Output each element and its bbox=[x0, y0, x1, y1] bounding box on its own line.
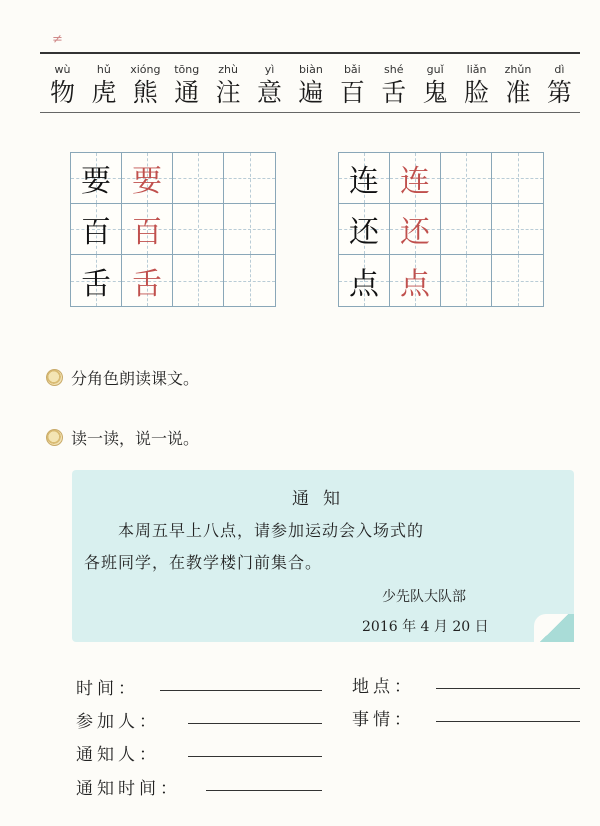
instruction-text: 分角色朗读课文。 bbox=[71, 369, 200, 388]
vocab-item bbox=[125, 62, 166, 108]
top-rule bbox=[40, 52, 580, 54]
notice-signer: 少先队大队部 bbox=[382, 589, 466, 605]
vocab-pinyin: dì bbox=[554, 63, 565, 76]
form-label-matter: 事情： bbox=[352, 710, 415, 730]
form-label-notify-time: 通知时间： bbox=[76, 779, 181, 799]
grid-cell-blank[interactable] bbox=[224, 153, 275, 204]
vocab-hanzi: 鬼 bbox=[422, 78, 448, 107]
vocab-item bbox=[456, 62, 497, 108]
notice-title: 通知 bbox=[292, 489, 354, 509]
grid-cell-model: 点 bbox=[390, 255, 441, 306]
vocab-pinyin: bǎi bbox=[343, 63, 361, 76]
grid-cell-print: 百 bbox=[71, 204, 122, 255]
grid-cell-blank[interactable] bbox=[492, 255, 543, 306]
grid-row bbox=[71, 153, 275, 204]
form-field-place[interactable] bbox=[436, 688, 580, 689]
vocab-hanzi: 通 bbox=[174, 78, 200, 107]
form-label-notifier: 通知人： bbox=[76, 745, 160, 765]
vocab-hanzi: 脸 bbox=[464, 78, 490, 107]
grid-cell-print: 连 bbox=[339, 153, 390, 204]
vocab-hanzi: 熊 bbox=[132, 78, 158, 107]
vocab-item bbox=[539, 62, 580, 108]
vocab-item bbox=[166, 62, 207, 108]
vocab-pinyin: liǎn bbox=[466, 63, 487, 76]
form-field-notifier[interactable] bbox=[188, 756, 322, 757]
grid-cell-model: 要 bbox=[122, 153, 173, 204]
vocab-hanzi: 第 bbox=[546, 78, 572, 107]
vocab-rule bbox=[40, 112, 580, 113]
vocab-item bbox=[42, 62, 83, 108]
grid-cell-blank[interactable] bbox=[441, 153, 492, 204]
form-label-time: 时间： bbox=[76, 679, 139, 699]
grid-cell-print: 舌 bbox=[71, 255, 122, 306]
vocab-item bbox=[497, 62, 538, 108]
vocab-hanzi: 虎 bbox=[91, 78, 117, 107]
vocab-hanzi: 遍 bbox=[298, 78, 324, 107]
grid-cell-blank[interactable] bbox=[492, 153, 543, 204]
vocab-item bbox=[332, 62, 373, 108]
vocab-pinyin: wù bbox=[54, 63, 71, 76]
vocab-hanzi: 意 bbox=[257, 78, 283, 107]
grid-row bbox=[339, 255, 543, 306]
vocab-pinyin: zhù bbox=[218, 63, 238, 76]
vocab-pinyin: yì bbox=[264, 63, 275, 76]
activity-bullet-icon bbox=[46, 369, 63, 386]
grid-cell-print: 要 bbox=[71, 153, 122, 204]
grid-cell-blank[interactable] bbox=[224, 255, 275, 306]
writing-grid-right bbox=[338, 152, 544, 307]
grid-cell-blank[interactable] bbox=[441, 255, 492, 306]
form-field-matter[interactable] bbox=[436, 721, 580, 722]
notice-body-line-1: 本周五早上八点，请参加运动会入场式的 bbox=[118, 521, 425, 540]
instruction-read-say bbox=[46, 426, 199, 449]
vocab-item bbox=[83, 62, 124, 108]
grid-cell-model: 还 bbox=[390, 204, 441, 255]
vocab-pinyin: tōng bbox=[174, 63, 200, 76]
vocab-item bbox=[373, 62, 414, 108]
form-label-participants: 参加人： bbox=[76, 712, 160, 732]
vocab-hanzi: 注 bbox=[215, 78, 241, 107]
instruction-read-roles bbox=[46, 366, 199, 389]
grid-row bbox=[339, 153, 543, 204]
grid-row bbox=[71, 255, 275, 306]
page-curl-icon bbox=[534, 614, 574, 642]
vocab-item bbox=[208, 62, 249, 108]
grid-cell-print: 点 bbox=[339, 255, 390, 306]
form-label-place: 地点： bbox=[352, 677, 415, 697]
grid-cell-blank[interactable] bbox=[492, 204, 543, 255]
vocab-hanzi: 准 bbox=[505, 78, 531, 107]
vocab-hanzi: 物 bbox=[49, 78, 75, 107]
vocab-hanzi: 百 bbox=[339, 78, 365, 107]
grid-cell-print: 还 bbox=[339, 204, 390, 255]
form-field-notify-time[interactable] bbox=[206, 790, 322, 791]
notice-card bbox=[72, 470, 574, 642]
vocab-pinyin: shé bbox=[384, 63, 404, 76]
form-field-participants[interactable] bbox=[188, 723, 322, 724]
grid-cell-model: 舌 bbox=[122, 255, 173, 306]
page-corner-mark: ≠ bbox=[52, 32, 63, 47]
grid-cell-model: 连 bbox=[390, 153, 441, 204]
activity-bullet-icon bbox=[46, 429, 63, 446]
vocab-pinyin: xióng bbox=[130, 63, 161, 76]
grid-cell-blank[interactable] bbox=[441, 204, 492, 255]
vocab-pinyin: hǔ bbox=[96, 63, 111, 76]
vocab-pinyin: biàn bbox=[299, 63, 323, 76]
vocabulary-row bbox=[42, 62, 580, 108]
writing-grid-left bbox=[70, 152, 276, 307]
grid-row bbox=[339, 204, 543, 255]
vocab-item bbox=[249, 62, 290, 108]
grid-cell-blank[interactable] bbox=[173, 255, 224, 306]
grid-cell-blank[interactable] bbox=[173, 204, 224, 255]
grid-cell-model: 百 bbox=[122, 204, 173, 255]
vocab-item bbox=[415, 62, 456, 108]
instruction-text: 读一读，说一说。 bbox=[71, 429, 200, 448]
grid-cell-blank[interactable] bbox=[224, 204, 275, 255]
notice-date: 2016 年 4 月 20 日 bbox=[362, 619, 489, 635]
grid-cell-blank[interactable] bbox=[173, 153, 224, 204]
vocab-hanzi: 舌 bbox=[381, 78, 407, 107]
form-field-time[interactable] bbox=[160, 690, 322, 691]
vocab-pinyin: zhǔn bbox=[504, 63, 532, 76]
notice-body-line-2: 各班同学，在教学楼门前集合。 bbox=[84, 553, 323, 572]
grid-row bbox=[71, 204, 275, 255]
vocab-item bbox=[290, 62, 331, 108]
vocab-pinyin: guǐ bbox=[426, 63, 444, 76]
